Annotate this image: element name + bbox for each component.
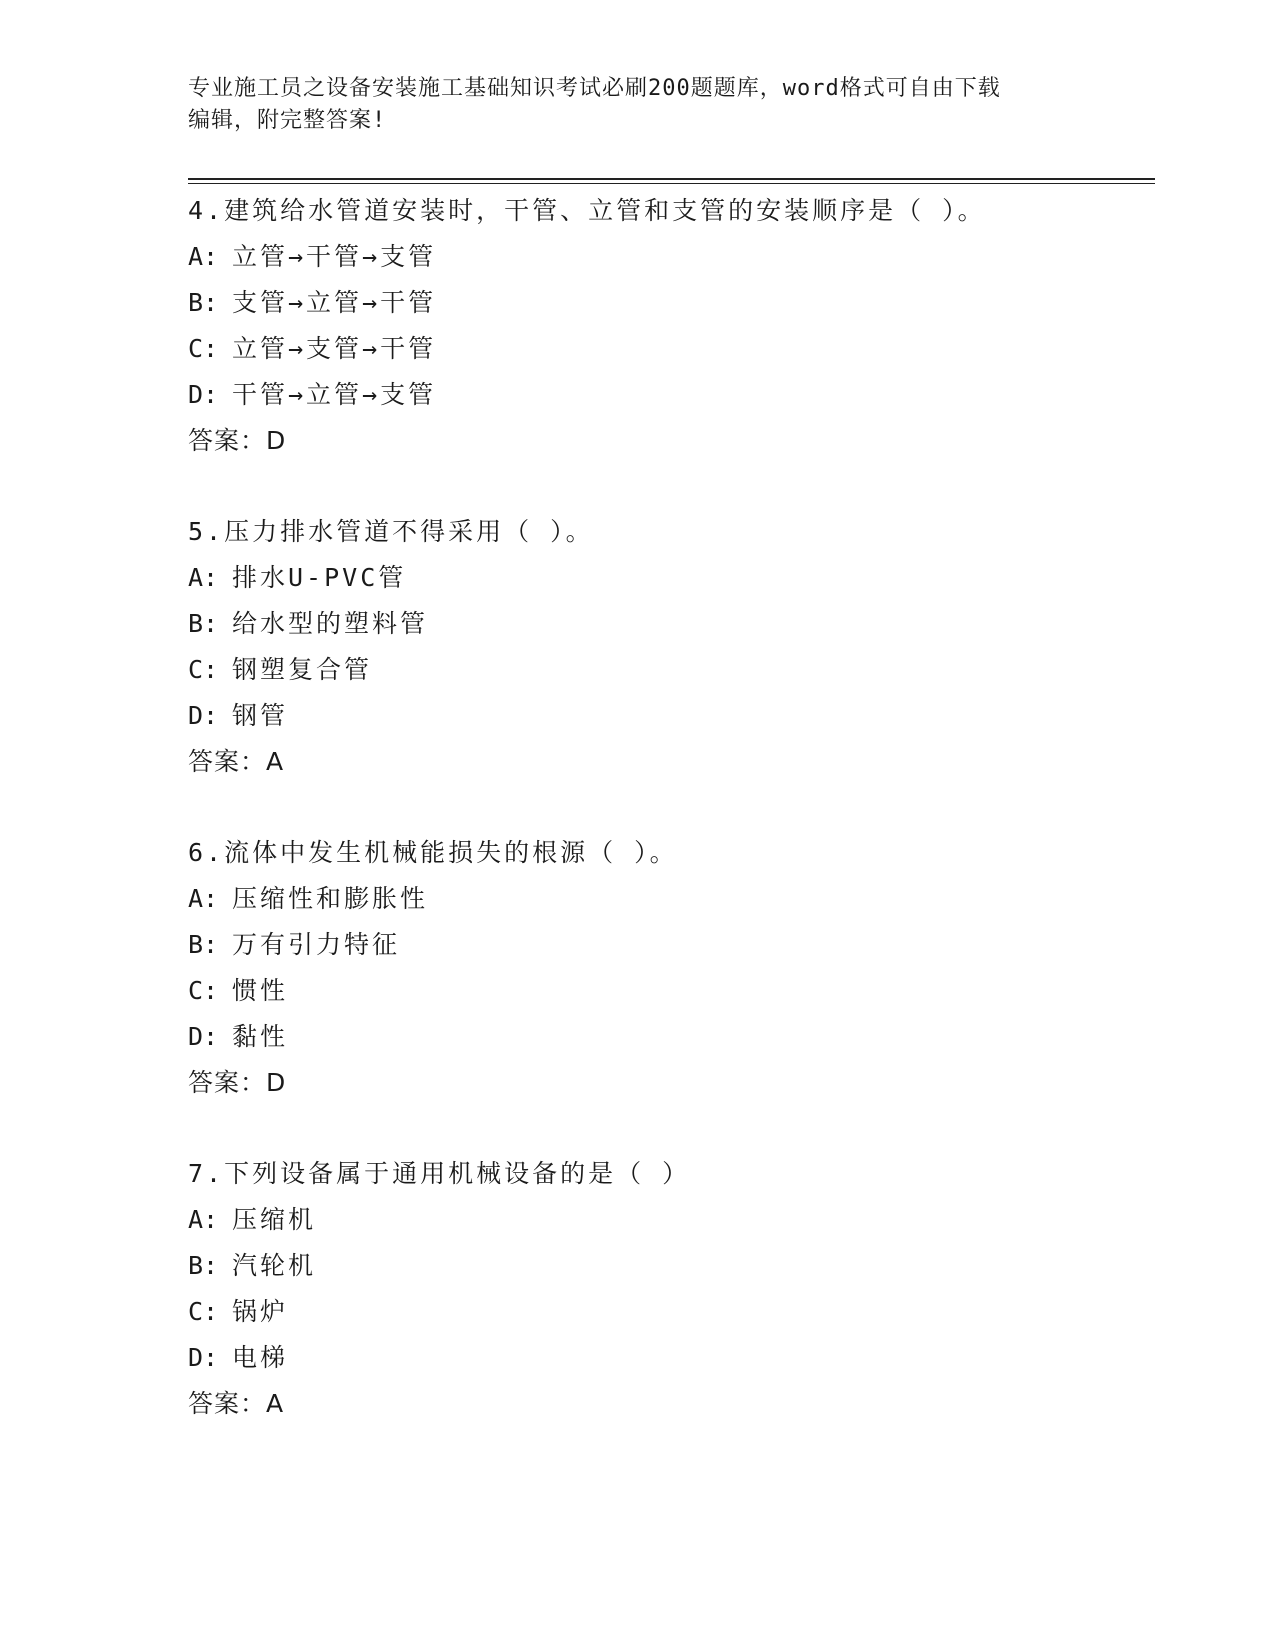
option-label: A: (188, 242, 219, 271)
option-b (188, 922, 1148, 968)
option-text: 黏性 (232, 1022, 289, 1051)
option-text: 钢管 (232, 701, 289, 730)
option-label: B: (188, 288, 219, 317)
option-label: C: (188, 655, 219, 684)
option-d (188, 1014, 1148, 1060)
option-text: 排水U-PVC管 (232, 563, 407, 592)
option-label: B: (188, 609, 219, 638)
option-label: A: (188, 563, 219, 592)
option-text: 立管→干管→支管 (232, 242, 437, 271)
option-b (188, 280, 1148, 326)
option-c (188, 968, 1148, 1014)
option-c (188, 1289, 1148, 1335)
option-c (188, 326, 1148, 372)
question-5 (188, 509, 1148, 785)
answer-line: 答案：D (188, 426, 287, 455)
option-text: 干管→立管→支管 (232, 380, 437, 409)
option-text: 电梯 (232, 1343, 289, 1372)
question-6 (188, 830, 1148, 1106)
option-text: 惯性 (232, 976, 289, 1005)
answer-line: 答案：D (188, 1068, 287, 1097)
header-divider-thick (188, 178, 1155, 180)
option-label: A: (188, 1205, 219, 1234)
option-d (188, 1335, 1148, 1381)
option-label: D: (188, 701, 219, 730)
option-d (188, 372, 1148, 418)
option-label: D: (188, 380, 219, 409)
option-text: 锅炉 (232, 1297, 289, 1326)
option-label: C: (188, 334, 219, 363)
option-text: 汽轮机 (232, 1251, 317, 1280)
question-stem: 4.建筑给水管道安装时，干管、立管和支管的安装顺序是（ ）。 (188, 196, 986, 225)
document-header (188, 73, 1068, 137)
option-a (188, 876, 1148, 922)
option-label: B: (188, 930, 219, 959)
option-label: C: (188, 976, 219, 1005)
answer-line: 答案：A (188, 747, 285, 776)
question-4 (188, 188, 1148, 464)
header-line-2: 编辑，附完整答案! (188, 108, 387, 133)
option-text: 钢塑复合管 (232, 655, 373, 684)
option-text: 万有引力特征 (232, 930, 401, 959)
option-b (188, 1243, 1148, 1289)
option-a (188, 234, 1148, 280)
option-label: D: (188, 1343, 219, 1372)
option-label: D: (188, 1022, 219, 1051)
option-a (188, 555, 1148, 601)
option-label: C: (188, 1297, 219, 1326)
option-a (188, 1197, 1148, 1243)
answer-line: 答案：A (188, 1389, 285, 1418)
option-text: 压缩机 (232, 1205, 317, 1234)
question-stem: 6.流体中发生机械能损失的根源（ ）。 (188, 838, 678, 867)
option-label: B: (188, 1251, 219, 1280)
option-text: 压缩性和膨胀性 (232, 884, 429, 913)
option-d (188, 693, 1148, 739)
question-stem: 7.下列设备属于通用机械设备的是（ ） (188, 1159, 691, 1188)
option-c (188, 647, 1148, 693)
question-7 (188, 1151, 1148, 1427)
question-stem: 5.压力排水管道不得采用（ ）。 (188, 517, 594, 546)
option-text: 支管→立管→干管 (232, 288, 437, 317)
option-label: A: (188, 884, 219, 913)
option-text: 给水型的塑料管 (232, 609, 429, 638)
option-text: 立管→支管→干管 (232, 334, 437, 363)
header-divider-thin (188, 183, 1155, 184)
option-b (188, 601, 1148, 647)
header-line-1: 专业施工员之设备安装施工基础知识考试必刷200题题库，word格式可自由下载 (188, 76, 1001, 101)
question-list (188, 188, 1148, 1427)
